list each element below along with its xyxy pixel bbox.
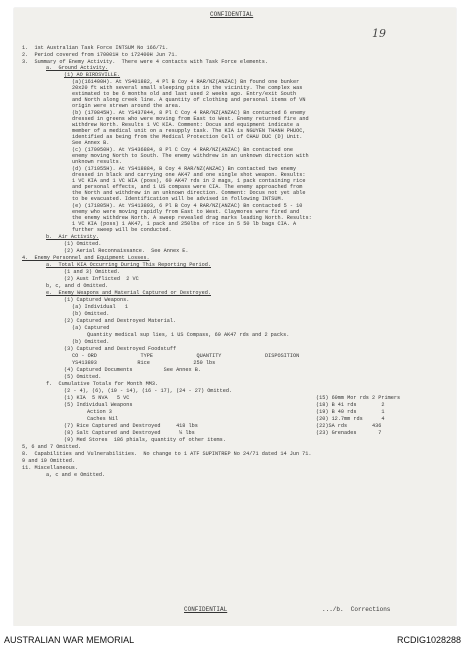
- doc-line: a. Total KIA Occurring During This Reporting Period.: [46, 262, 211, 268]
- doc-line: (22)SA rds 436: [316, 423, 382, 429]
- doc-line: 8. Capabilities and Vulnerabilities. No change to 1 ATF SUPINTREP No 24/71 dated 14 Jun 71.: [22, 451, 312, 457]
- doc-line: (b) Omitted.: [72, 339, 110, 345]
- archive-name: AUSTRALIAN WAR MEMORIAL: [4, 635, 135, 645]
- doc-line: a. Ground Activity.: [46, 65, 109, 71]
- doc-line: (a) Captured: [72, 325, 110, 331]
- doc-line: dressed in greens who were moving from East to West. Enemy returned fire and: [72, 116, 309, 122]
- doc-line: b. Air Activity.: [46, 234, 99, 240]
- doc-line: 1 VC KIA and 1 VC WIA (poss), 60 AK47 rds in 2 mags, 1 pack containing rice: [72, 178, 306, 184]
- doc-line: (c) (170950H). At YS436884, 8 Pl C Coy 4 RAR/NZ(ANZAC) Bn contacted one: [72, 147, 294, 153]
- doc-line: and personal effects, and 1 US compass were CIA. The enemy approached from: [72, 184, 303, 190]
- doc-line: (9) Med Stores 186 phials, quantity of other items.: [64, 437, 226, 443]
- doc-line: (1) KIA 5 NVA 5 VC: [64, 395, 130, 401]
- doc-line: the enemy withdrew North. A sweep revealed drag marks leading North. Results:: [72, 215, 312, 221]
- doc-line: (2 - 4), (6), (10 - 14), (16 - 17), (24 - 27) Omitted.: [64, 388, 233, 394]
- doc-line: (2) Captured and Destroyed Material.: [64, 318, 177, 324]
- doc-line: (8) Salt Captured and Destroyed ¼ lbs: [64, 430, 195, 436]
- doc-line: (7) Rice Captured and Destroyed 418 lbs: [64, 423, 198, 429]
- doc-line: b, c, and d Omitted.: [46, 283, 109, 289]
- doc-footer-classification: CONFIDENTIAL: [184, 606, 228, 613]
- doc-line: (5) Omitted.: [64, 374, 102, 380]
- doc-line: (1) Omitted.: [64, 241, 102, 247]
- doc-line: dressed in black and carrying one AK47 and one single shot weapon. Results:: [72, 172, 306, 178]
- doc-line: (18) B 41 rds 2: [316, 402, 385, 408]
- doc-line: (b) Omitted.: [72, 311, 110, 317]
- archive-caption: [0, 626, 467, 654]
- doc-line: origin were strewn around the area.: [72, 103, 181, 109]
- doc-line: (23) Grenades 7: [316, 430, 382, 436]
- doc-line: 4. Enemy Personnel and Equipment Losses.: [22, 255, 150, 261]
- doc-line: (5) Individual Weapons: [64, 402, 133, 408]
- doc-line: 3. Summary of Enemy Activity. There were 4 contacts with Task Force elements.: [22, 59, 268, 65]
- doc-line: (4) Captured Documents See Annex B.: [64, 367, 201, 373]
- doc-line: unknown results.: [72, 159, 122, 165]
- doc-line: See Annex B.: [72, 140, 110, 146]
- document-page: [14, 8, 456, 626]
- doc-line: the North and withdrew in an unknown direction. Comment: Docus not yet able: [72, 190, 306, 196]
- doc-line: (1 and 3) Omitted.: [64, 269, 121, 275]
- doc-line: Action 3: [87, 409, 112, 415]
- doc-line: (19) B 40 rds 1: [316, 409, 385, 415]
- doc-line: 9 and 10 Omitted.: [22, 458, 75, 464]
- doc-line: further sweep will be conducted.: [72, 227, 172, 233]
- doc-line: 1. 1st Australian Task Force INTSUM No 166/71.: [22, 45, 169, 51]
- doc-line: 20x20 ft with several small sleeping pits in the vicinity. The complex was: [72, 85, 303, 91]
- doc-line: (1) AO BIRDSVILLE.: [64, 72, 121, 78]
- doc-line: CO - ORD TYPE QUANTITY DISPOSITION: [72, 353, 300, 359]
- doc-line: (e) (171805H). At YS413893, 6 Pl B Coy 4 RAR/NZ(ANZAC) Bn contacted 5 - 10: [72, 203, 303, 209]
- doc-line: to be evacuated. Identification will be advised in following INTSUM.: [72, 196, 284, 202]
- doc-footer-continuation: .../b. Corrections: [322, 606, 391, 613]
- doc-line: (a) Individual 1: [72, 304, 129, 310]
- doc-line: identified as being from the Medical Protection Cell of CHAU DUC (D) Unit.: [72, 134, 303, 140]
- doc-header: CONFIDENTIAL: [210, 11, 254, 18]
- doc-line: 11. Miscellaneous.: [22, 465, 79, 471]
- doc-line: enemy moving North to South. The enemy withdrew in an unknown direction with: [72, 153, 309, 159]
- doc-line: Caches Nil: [87, 416, 119, 422]
- doc-line: member of a medical unit on a resupply task. The KIA is NGUYEN THANH PHUOC,: [72, 128, 306, 134]
- doc-line: (1) Captured Weapons.: [64, 297, 130, 303]
- doc-line: (15) 60mm Mor rds 2 Primers: [316, 395, 401, 401]
- doc-line: (d) (171055H). At YS418884, B Coy 4 RAR/NZ(ANZAC) Bn contacted two enemy: [72, 166, 297, 172]
- doc-line: e. Enemy Weapons and Material Captured or Destroyed.: [46, 290, 211, 296]
- doc-line: (3) Captured and Destroyed Foodstuff: [64, 346, 177, 352]
- doc-line: a, c and e Omitted.: [46, 472, 106, 478]
- doc-line: 1 VC KIA (poss) 1 AK47, 1 pack and 250lbs of rice in 5 50 lb bags CIA. A: [72, 221, 297, 227]
- doc-line: (2) Aust Inflicted 2 VC: [64, 276, 139, 282]
- doc-line: Quantity medical sup lies, 1 US Compass, 60 AK47 rds and 2 packs.: [87, 332, 290, 338]
- doc-line: enemy who were moving rapidly from East to West. Claymores were fired and: [72, 209, 300, 215]
- archive-id: RCDIG1028288: [396, 635, 461, 645]
- doc-line: f. Cumulative Totals for Month MM3.: [46, 381, 159, 387]
- doc-line: and North along creek line. A quantity of clothing and personal items of VN: [72, 97, 306, 103]
- doc-line: withdrew North. Results 1 VC KIA. Comment: Docus and equipment indicate a: [72, 122, 300, 128]
- doc-line: (2) Aerial Reconnaissance. See Annex E.: [64, 248, 189, 254]
- doc-line: (a)(161400H). At YS401882, 4 Pl B Coy 4 RAR/NZ(ANZAC) Bn found one bunker: [72, 79, 300, 85]
- doc-line: 2. Period covered from 170001H to 172400H Jun 71.: [22, 52, 178, 58]
- handwritten-page-number: 19: [372, 27, 386, 40]
- doc-line: estimated to be 6 months old and last used 2 weeks ago. Entry/exit South: [72, 91, 297, 97]
- doc-line: 5, 6 and 7 Omitted.: [22, 444, 82, 450]
- doc-line: (20) 12.7mm rds 4: [316, 416, 385, 422]
- doc-line: (b) (170845H). At YS437844, 8 Pl C Coy 4 RAR/NZ(ANZAC) Bn contacted 6 enemy: [72, 110, 306, 116]
- doc-line: YS413893 Rice 250 lbs: [72, 360, 216, 366]
